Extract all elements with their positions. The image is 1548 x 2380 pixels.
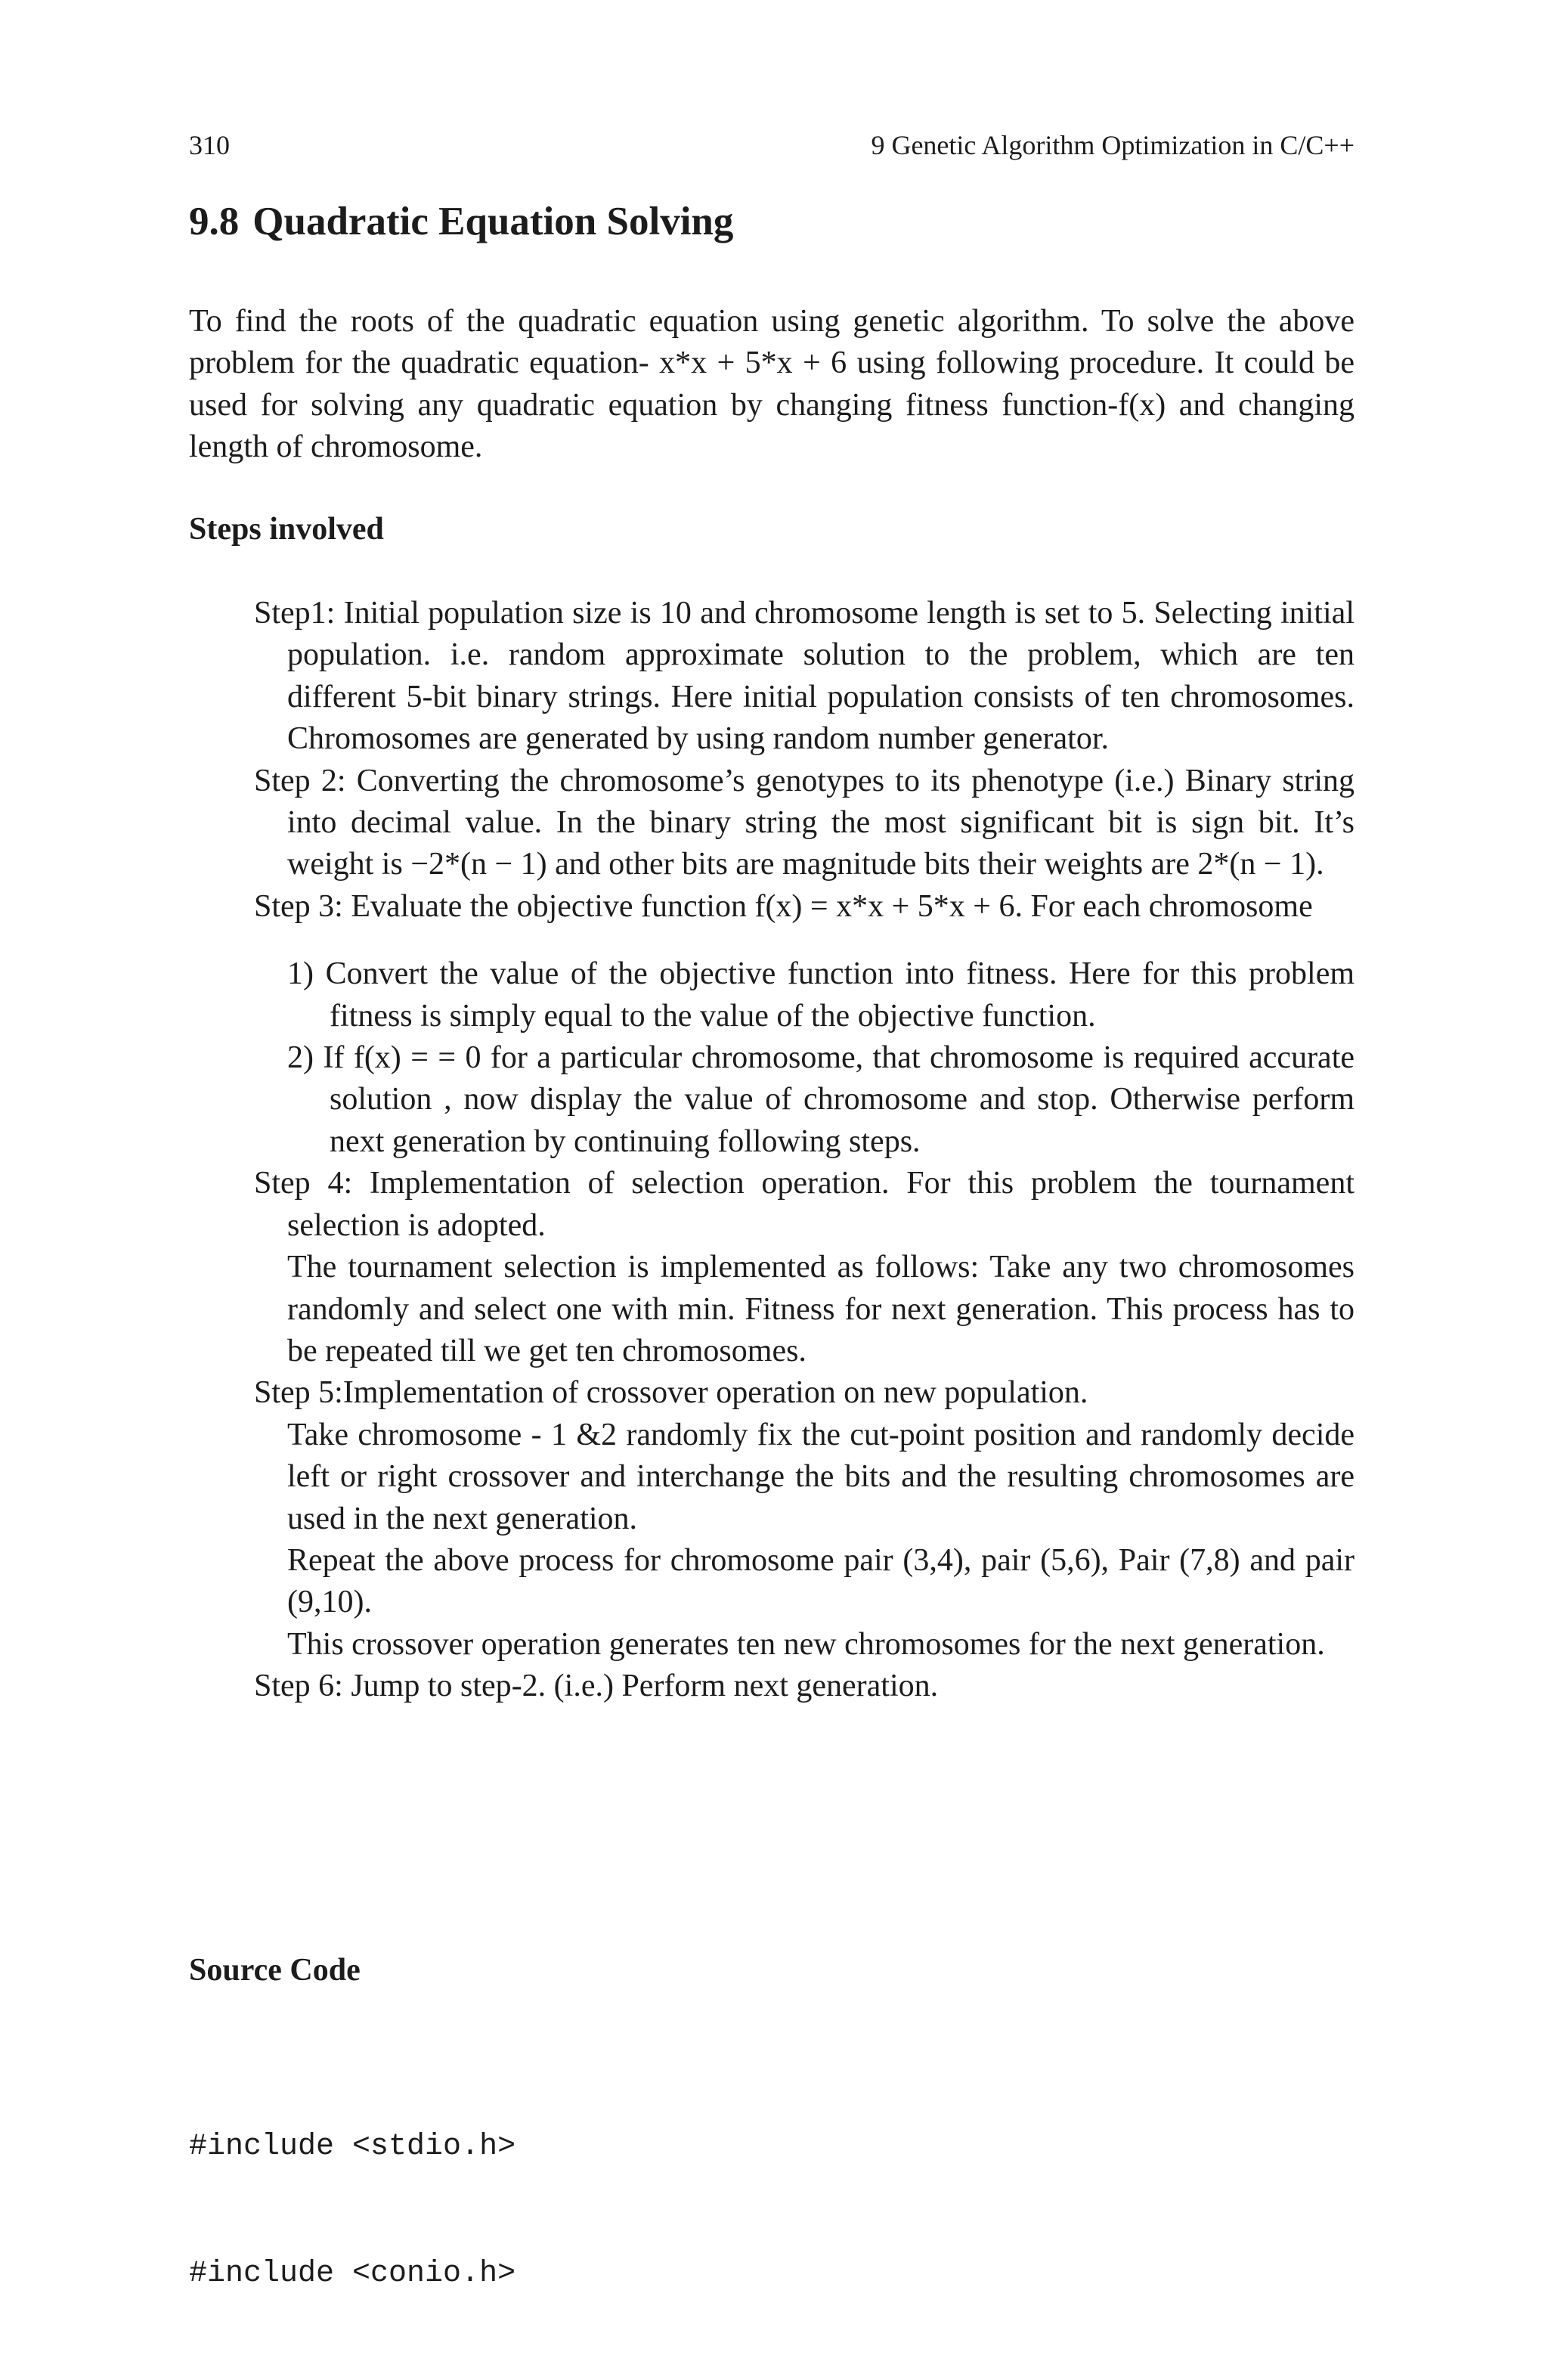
section-heading (189, 195, 733, 248)
code-line: #include <stdio.h> (189, 2130, 516, 2164)
steps-list (254, 593, 1354, 1708)
step-3: Step 3: Evaluate the objective function f(x) = x*x + 5*x + 6. For each chromosome (254, 888, 1313, 924)
item-marker: 1) (287, 956, 314, 992)
step-3-sublist (254, 953, 1354, 1163)
step-4-detail: The tournament selection is implemented as follows: Take any two chromosomes randomly and select one with min. Fitness for next generation. This process has to be repeated till we get ten chromosomes. (287, 1250, 1354, 1368)
step-3-item-2 (254, 1037, 1354, 1163)
steps-heading: Steps involved (189, 512, 384, 547)
step-5: Step 5:Implementation of crossover operation on new population. (254, 1375, 1088, 1411)
intro-paragraph: To find the roots of the quadratic equation using genetic algorithm. To solve the above problem for the quadratic equation- x*x + 5*x + 6 using following procedure. It could be used for solving any quadratic equation by changing fitness function-f(x) and changing length of chromosome. (189, 304, 1354, 465)
step-5-detail-1: Take chromosome - 1 &2 randomly fix the cut-point position and randomly decide left or right crossover and interchange the bits and the resulting chromosomes are used in the next generation. (287, 1417, 1354, 1536)
running-title: 9 Genetic Algorithm Optimization in C/C++ (871, 130, 1354, 160)
source-code-heading: Source Code (189, 1953, 361, 1988)
section-title: Quadratic Equation Solving (252, 200, 734, 243)
step-6: Step 6: Jump to step-2. (i.e.) Perform next generation. (254, 1669, 939, 1704)
step-2: Step 2: Converting the chromosome’s genotypes to its phenotype (i.e.) Binary string into decimal value. In the binary string the most significant bit is sign bit. It’s weight is −2*(n − 1) and other bits are magnitude bits their weights are 2*(n − 1). (254, 763, 1354, 882)
step-3-item-1 (254, 953, 1354, 1037)
page-number: 310 (189, 130, 230, 160)
step-5-detail-2: Repeat the above process for chromosome pair (3,4), pair (5,6), Pair (7,8) and pair (9,10). (287, 1542, 1354, 1620)
code-block (189, 2041, 515, 2380)
item-marker: 2) (287, 1040, 314, 1076)
step-5-detail-3: This crossover operation generates ten new chromosomes for the next generation. (287, 1626, 1325, 1662)
step-1: Step1: Initial population size is 10 and chromosome length is set to 5. Selecting initial population. i.e. random approximate solution to the problem, which are ten different 5-bit binary strings. Here initial population consists of ten chromosomes. Chromosomes are generated by using random number generator. (254, 596, 1354, 757)
page-header (189, 127, 1354, 163)
step-4: Step 4: Implementation of selection operation. For this problem the tournament selection is adopted. (254, 1166, 1354, 1243)
code-line: #include <conio.h> (189, 2257, 516, 2291)
section-number: 9.8 (189, 200, 240, 243)
item-text: If f(x) = = 0 for a particular chromosome, that chromosome is required accurate solution , now display the value of chromosome and stop. Otherwise perform next generation by continuing following steps. (323, 1040, 1355, 1159)
item-text: Convert the value of the objective function into fitness. Here for this problem fitness is simply equal to the value of the objective function. (325, 956, 1354, 1034)
